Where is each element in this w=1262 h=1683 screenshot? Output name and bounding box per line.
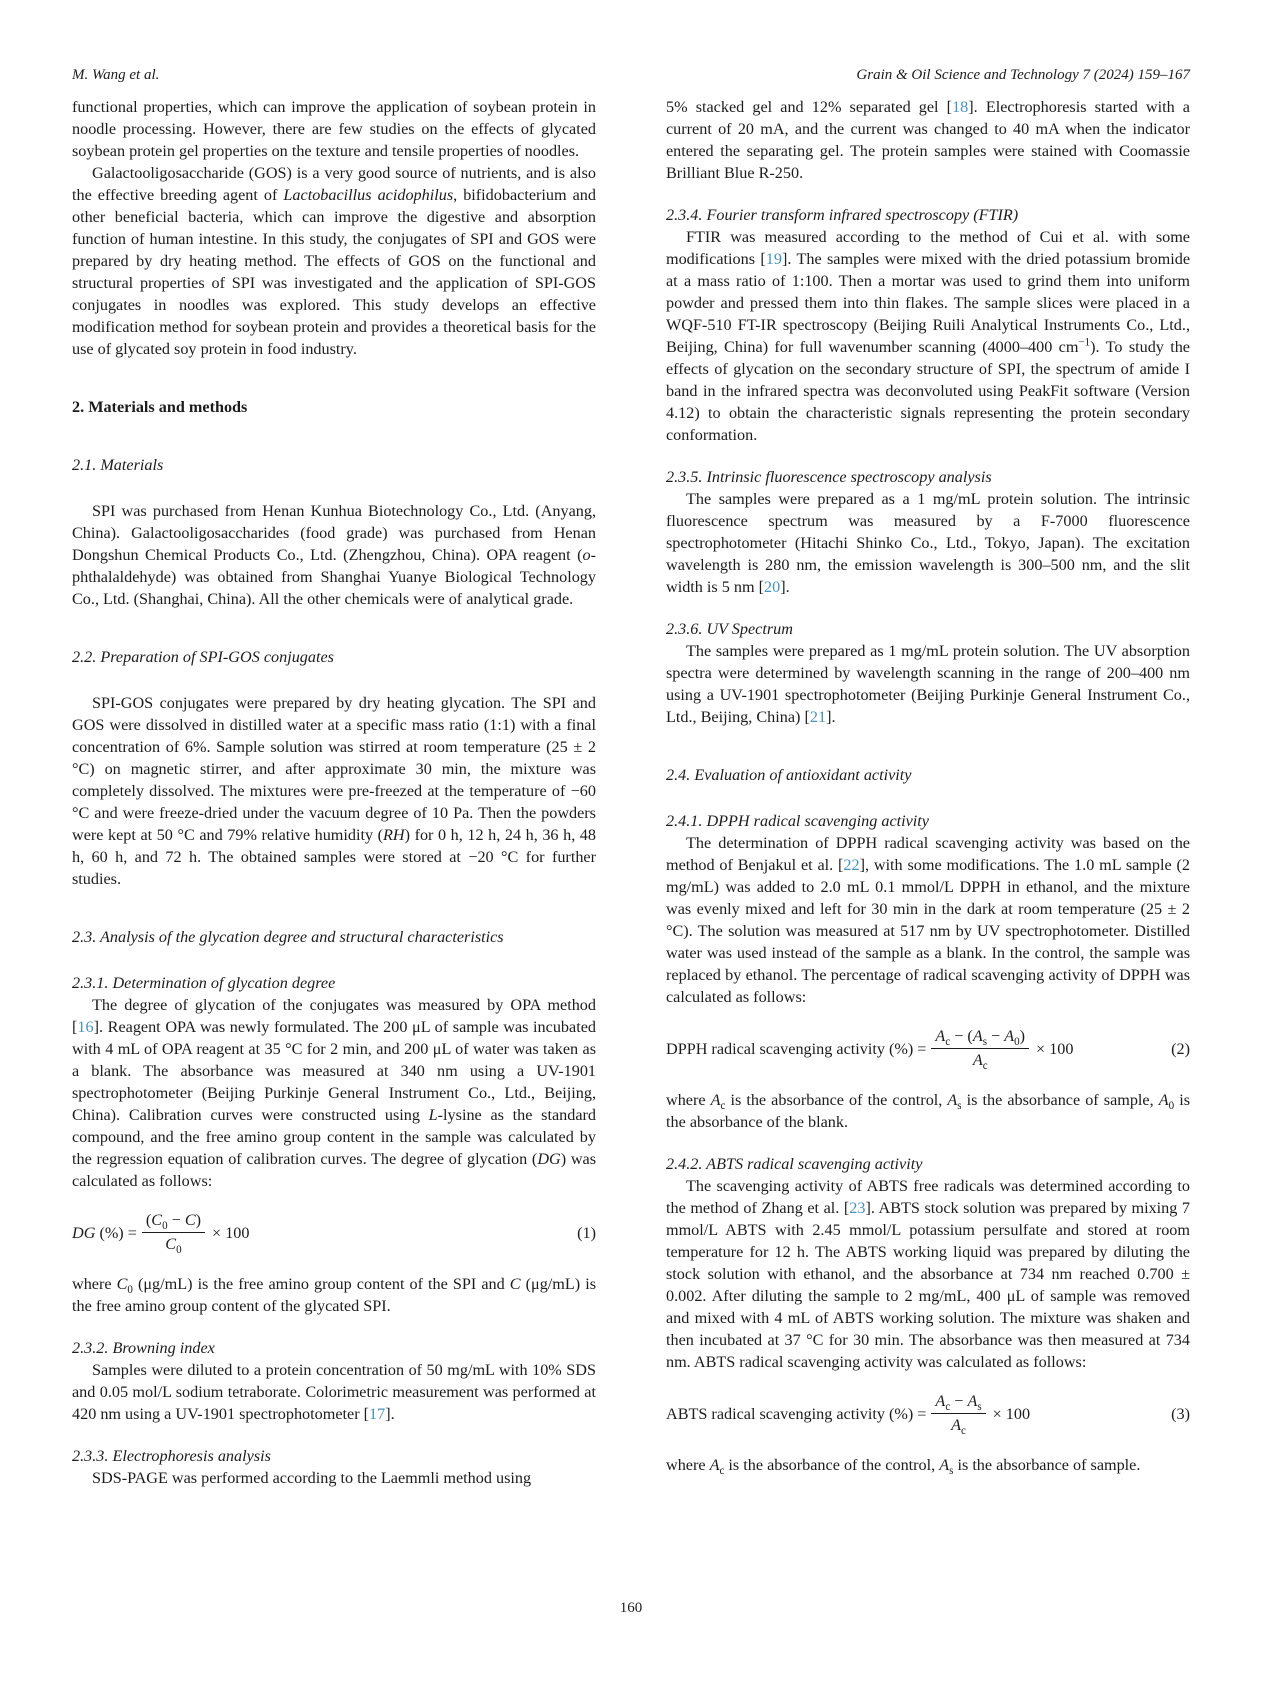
equation-numerator: $A_c - (A_s - A_0)$ [931, 1026, 1029, 1049]
paragraph: where $A_c$ is the absorbance of the control, $A_s$ is the absorbance of sample, $A_0$ is the absorbance of the blank. [666, 1091, 1190, 1131]
paragraph: SDS-PAGE was performed according to the Laemmli method using [92, 1469, 532, 1487]
equation-lhs: DG (%) = [72, 1223, 137, 1242]
paragraph: where $A_c$ is the absorbance of the control, $A_s$ is the absorbance of sample. [666, 1456, 1141, 1478]
equation-denominator: $A_c$ [951, 1416, 966, 1438]
equation-multiplier: × 100 [992, 1404, 1031, 1423]
citation-link[interactable]: 19 [765, 250, 782, 268]
subsubsection-heading: 2.4.2. ABTS radical scavenging activity [666, 1155, 923, 1173]
equation-number: (3) [1171, 1404, 1190, 1423]
equation-multiplier: × 100 [1036, 1039, 1074, 1058]
running-header [72, 66, 1190, 84]
paragraph: 5% stacked gel and 12% separated gel [18]. Electrophoresis started with a current of 20 mA, and the current was changed to 40 mA when the indicator entered the separating gel. The protein samples were stained with Coomassie Brilliant Blue R-250. [666, 98, 1190, 182]
paragraph: Samples were diluted to a protein concentration of 50 mg/mL with 10% SDS and 0.05 mol/L sodium tetraborate. Colorimetric measurement was performed at 420 nm using a UV-1901 spectrophotometer [17]. [72, 1361, 596, 1423]
subsubsection-heading: 2.3.4. Fourier transform infrared spectroscopy (FTIR) [666, 206, 1019, 224]
citation-link[interactable]: 23 [849, 1199, 866, 1217]
equation-fraction [931, 1391, 985, 1436]
equation-lhs: DPPH radical scavenging activity (%) = [666, 1039, 927, 1058]
subsection-heading: 2.2. Preparation of SPI-GOS conjugates [72, 648, 334, 666]
subsection-heading: 2.4. Evaluation of antioxidant activity [666, 766, 912, 784]
paragraph: functional properties, which can improve the application of soybean protein in noodle processing. However, there are few studies on the effects of glycated soybean protein gel properties on the texture and tensile properties of noodles. [72, 98, 596, 160]
equation-fraction [142, 1210, 205, 1255]
header-authors: M. Wang et al. [72, 67, 160, 83]
subsection-heading: 2.1. Materials [72, 456, 164, 474]
left-column [72, 96, 596, 1489]
subsubsection-heading: 2.3.5. Intrinsic fluorescence spectroscopy analysis [666, 468, 992, 486]
paragraph: SPI was purchased from Henan Kunhua Biotechnology Co., Ltd. (Anyang, China). Galactooligosaccharides (food grade) was purchased from Henan Dongshun Chemical Products Co., Ltd. (Zhengzhou, China). OPA reagent (o-phthalaldehyde) was obtained from Shanghai Yuanye Biological Technology Co., Ltd. (Shanghai, China). All the other chemicals were of analytical grade. [72, 502, 596, 608]
page-footer [0, 1600, 1262, 1617]
equation-number: (2) [1171, 1039, 1190, 1058]
paragraph: The degree of glycation of the conjugates was measured by OPA method [16]. Reagent OPA was newly formulated. The 200 μL of sample was incubated with 4 mL of OPA reagent at 35 °C for 2 min, and 200 μL of water was taken as a blank. The absorbance was measured at 340 nm using a UV-1901 spectrophotometer (Beijing Purkinje General Instrument Co., Ltd., Beijing, China). Calibration curves were constructed using L-lysine as the standard compound, and the free amino group content in the sample was calculated by the regression equation of calibration curves. The degree of glycation (DG) was calculated as follows: [72, 996, 596, 1190]
equation-multiplier: × 100 [212, 1223, 250, 1242]
citation-link[interactable]: 18 [952, 98, 969, 116]
equation-numerator: $(C_0 - C)$ [142, 1210, 205, 1233]
subsubsection-heading: 2.4.1. DPPH radical scavenging activity [666, 812, 929, 830]
equation-denominator: $C_0$ [165, 1235, 182, 1257]
equation [72, 1210, 596, 1255]
citation-link[interactable]: 22 [843, 856, 860, 874]
subsubsection-heading: 2.3.1. Determination of glycation degree [72, 974, 336, 992]
paragraph: The determination of DPPH radical scavenging activity was based on the method of Benjakul et al. [22], with some modifications. The 1.0 mL sample (2 mg/mL) was added to 2.0 mL 0.1 mmol/L DPPH in ethanol, and the mixture was evenly mixed and left for 30 min in the dark at room temperature (25 ± 2 °C). The solution was measured at 517 nm by UV spectrophotometer. Distilled water was used instead of the sample as a blank. In the control, the sample was replaced by ethanol. The percentage of radical scavenging activity of DPPH was calculated as follows: [666, 834, 1190, 1006]
paragraph: SPI-GOS conjugates were prepared by dry heating glycation. The SPI and GOS were dissolved in distilled water at a specific mass ratio (1:1) with a final concentration of 6%. Sample solution was stirred at room temperature (25 ± 2 °C) on magnetic stirrer, and after approximate 30 min, the mixture was completely dissolved. The mixtures were pre-freezed at the temperature of −60 °C and were freeze-dried under the vacuum degree of 10 Pa. Then the powders were kept at 50 °C and 79% relative humidity (RH) for 0 h, 12 h, 24 h, 36 h, 48 h, 60 h, and 72 h. The obtained samples were stored at −20 °C for further studies. [72, 694, 596, 888]
paragraph: The samples were prepared as 1 mg/mL protein solution. The UV absorption spectra were determined by wavelength scanning in the range of 200–400 nm using a UV-1901 spectrophotometer (Beijing Purkinje General Instrument Co., Ltd., Beijing, China) [21]. [666, 642, 1190, 726]
paragraph: The samples were prepared as a 1 mg/mL protein solution. The intrinsic fluorescence spectrum was measured by a F-7000 fluorescence spectrophotometer (Hitachi Shinko Co., Ltd., Tokyo, Japan). The excitation wavelength is 280 nm, the emission wavelength is 300–500 nm, and the slit width is 5 nm [20]. [666, 490, 1190, 596]
subsubsection-heading: 2.3.3. Electrophoresis analysis [72, 1447, 271, 1465]
paragraph: where $C_0$ (μg/mL) is the free amino group content of the SPI and C (μg/mL) is the free amino group content of the glycated SPI. [72, 1275, 597, 1315]
equation-lhs: ABTS radical scavenging activity (%) = [666, 1404, 927, 1423]
paragraph: FTIR was measured according to the method of Cui et al. with some modifications [19]. The samples were mixed with the dried potassium bromide at a mass ratio of 1:100. Then a mortar was used to grind them into uniform powder and pressed them into thin flakes. The sample slices were placed in a WQF-510 FT-IR spectroscopy (Beijing Ruili Analytical Instruments Co., Ltd., Beijing, China) for full wavenumber scanning (4000–400 $cm^{-1}$). To study the effects of glycation on the secondary structure of SPI, the spectrum of amide I band in the infrared spectra was deconvoluted using PeakFit software (Version 4.12) to obtain the characteristic signals representing the protein secondary conformation. [666, 228, 1191, 444]
citation-link[interactable]: 20 [764, 578, 781, 596]
equation [666, 1026, 1190, 1071]
citation-link[interactable]: 21 [809, 708, 827, 726]
citation-link[interactable]: 17 [369, 1405, 386, 1423]
equation-fraction [931, 1026, 1029, 1071]
header-journal-citation: Grain & Oil Science and Technology 7 (2024) 159–167 [856, 67, 1190, 83]
subsection-heading: 2.3. Analysis of the glycation degree and structural characteristics [72, 928, 504, 946]
subsubsection-heading: 2.3.2. Browning index [72, 1339, 215, 1357]
citation-link[interactable]: 16 [77, 1018, 94, 1036]
paragraph: The scavenging activity of ABTS free radicals was determined according to the method of Zhang et al. [23]. ABTS stock solution was prepared by mixing 7 mmol/L ABTS with 2.45 mmol/L potassium persulfate and stored at room temperature for 12 h. The ABTS working liquid was prepared by diluting the stock solution with ethanol, and the absorbance at 734 nm reached 0.700 ± 0.002. After diluting the sample to 2 mg/mL, 400 μL of sample was removed and mixed with 4 mL of ABTS working solution. The mixture was shaken and then incubated at 37 °C for 30 min. The absorbance was then measured at 734 nm. ABTS radical scavenging activity was calculated as follows: [666, 1177, 1190, 1371]
right-column [666, 96, 1190, 1489]
paragraph: Galactooligosaccharide (GOS) is a very good source of nutrients, and is also the effective breeding agent of Lactobacillus acidophilus, bifidobacterium and other beneficial bacteria, which can improve the digestive and absorption function of human intestine. In this study, the conjugates of SPI and GOS were prepared by dry heating method. The effects of GOS on the functional and structural properties of SPI was investigated and the application of SPI-GOS conjugates in noodles was explored. This study develops an effective modification method for soybean protein and provides a theoretical basis for the use of glycated soy protein in food industry. [72, 164, 596, 358]
equation-numerator: $A_c - A_s$ [931, 1391, 985, 1414]
subsubsection-heading: 2.3.6. UV Spectrum [666, 620, 793, 638]
section-heading: 2. Materials and methods [72, 398, 248, 416]
equation-number: (1) [577, 1223, 596, 1242]
equation [666, 1391, 1190, 1436]
equation-denominator: $A_c$ [972, 1051, 988, 1073]
article-body [72, 96, 1190, 1489]
page-number: 160 [619, 1600, 643, 1616]
